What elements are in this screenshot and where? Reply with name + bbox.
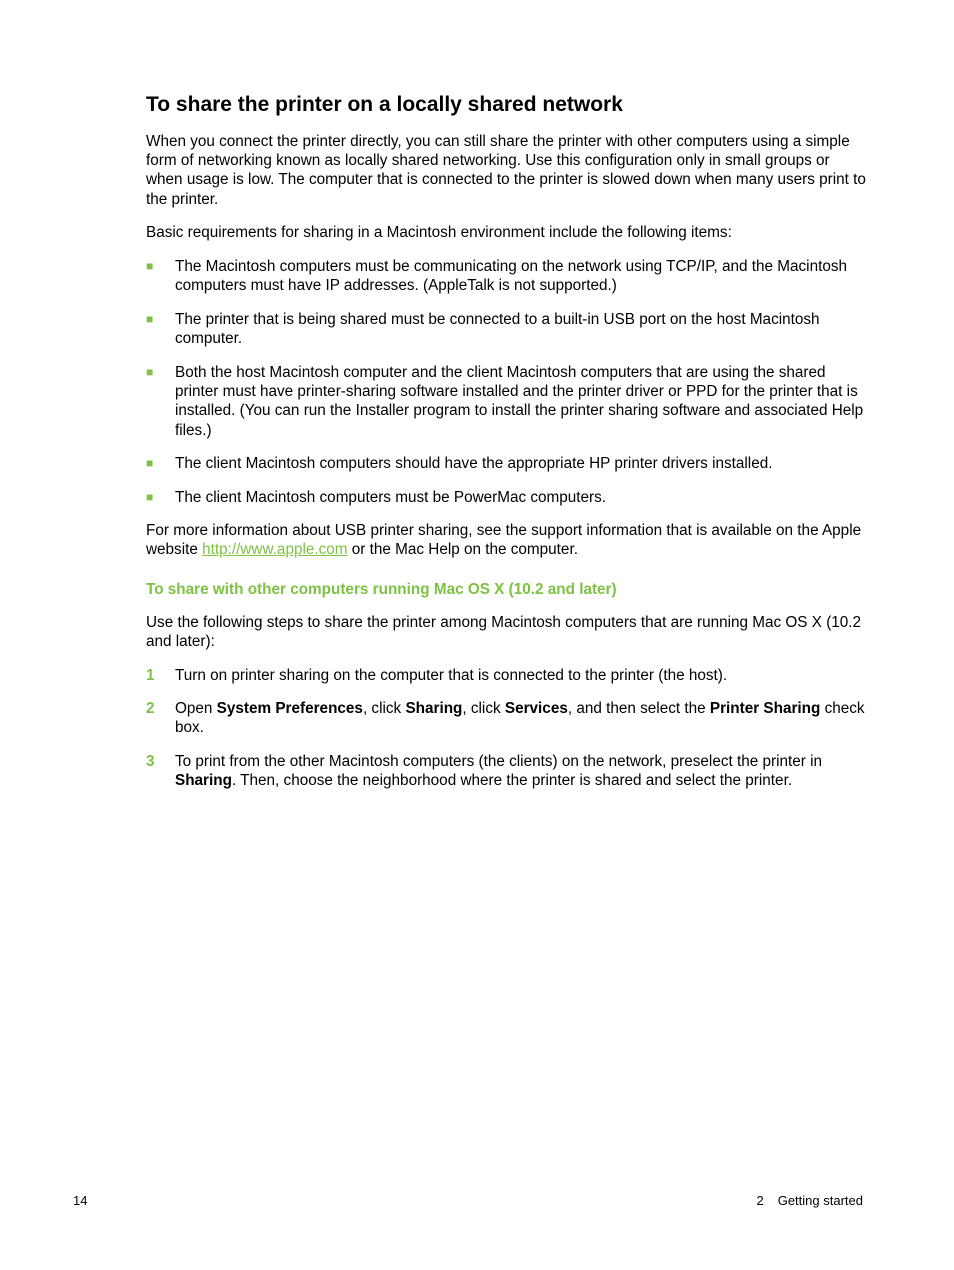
ui-term-sharing: Sharing: [405, 700, 463, 717]
step-text-part: , click: [362, 700, 406, 717]
ui-term-services: Services: [504, 700, 568, 717]
requirement-text: The client Macintosh computers must be PowerMac computers.: [175, 489, 607, 506]
intro-paragraph: When you connect the printer directly, you can still share the printer with other computers using a simple form of networking known as locally shared networking. Use this configuration only in small groups or when usage is low. The computer that is connected to the printer is slowed down when many users print to the printer.: [146, 133, 866, 208]
footer-chapter-number: 2: [756, 1193, 764, 1208]
requirement-text: Both the host Macintosh computer and the client Macintosh computers that are using the shared printer must have printer-sharing software installed and the printer driver or PPD for the printer that is installed. (You can run the Installer program to install the printer sharing software and associated Help files.): [175, 364, 864, 439]
steps-intro: Use the following steps to share the printer among Macintosh computers that are running Mac OS X (10.2 and later):: [146, 614, 862, 651]
bullet-square-icon: ■: [146, 312, 154, 326]
step-text: [175, 752, 865, 790]
footer-page-number: 14: [73, 1193, 88, 1208]
requirements-intro: Basic requirements for sharing in a Macintosh environment include the following items:: [146, 224, 732, 241]
requirement-text: The printer that is being shared must be connected to a built-in USB port on the host Macintosh computer.: [175, 311, 820, 348]
more-info-paragraph: [146, 521, 866, 559]
step-text: Turn on printer sharing on the computer that is connected to the printer (the host).: [175, 667, 728, 684]
step-number: 1: [146, 667, 155, 684]
section-subheading: To share with other computers running Mac OS X (10.2 and later): [146, 581, 617, 598]
footer-chapter-title: Getting started: [777, 1193, 863, 1208]
requirement-text: The Macintosh computers must be communicating on the network using TCP/IP, and the Macintosh computers must have IP addresses. (AppleTalk is not supported.): [175, 258, 847, 295]
ui-term-printer-sharing: Printer Sharing: [709, 700, 821, 717]
ui-term-sharing: Sharing: [175, 772, 232, 790]
step-text-part: . Then, choose the neighborhood where the printer is shared and select the printer.: [231, 772, 793, 790]
step-number: 3: [146, 753, 155, 770]
step-text: [175, 699, 865, 737]
bullet-square-icon: ■: [146, 259, 154, 273]
bullet-square-icon: ■: [146, 456, 154, 470]
step-text-part: , click: [462, 700, 505, 717]
step-text-part: check box.: [175, 700, 865, 737]
step-text-part: Open: [175, 700, 217, 717]
bullet-square-icon: ■: [146, 490, 154, 504]
more-info-text: For more information about USB printer sharing, see the support information that is available on the Apple website: [146, 522, 862, 559]
bullet-square-icon: ■: [146, 365, 154, 379]
apple-website-link[interactable]: http://www.apple.com: [202, 541, 348, 559]
page-title: To share the printer on a locally shared network: [146, 93, 623, 116]
step-text-part: To print from the other Macintosh computers (the clients) on the network, preselect the printer in: [175, 753, 823, 770]
footer-chapter: [756, 1193, 863, 1209]
step-text-part: , and then select the: [567, 700, 710, 717]
requirement-text: The client Macintosh computers should have the appropriate HP printer drivers installed.: [175, 455, 773, 472]
ui-term-system-preferences: System Preferences: [216, 700, 363, 717]
more-info-text-end: or the Mac Help on the computer.: [347, 541, 578, 559]
step-number: 2: [146, 700, 155, 717]
